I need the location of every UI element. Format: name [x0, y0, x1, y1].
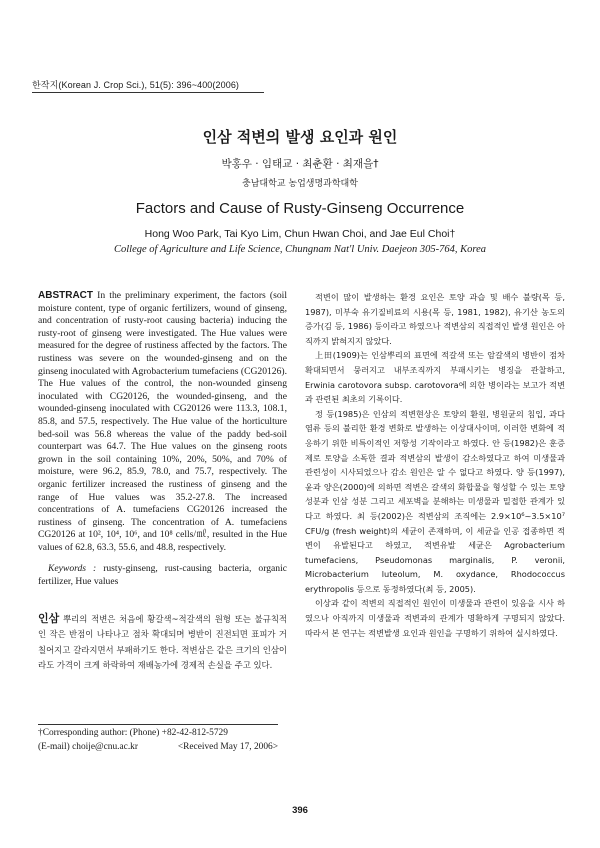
footnote-contact [38, 742, 278, 752]
title-english: Factors and Cause of Rusty-Ginseng Occurrence [135, 200, 465, 217]
left-column [38, 290, 287, 674]
header-rule [32, 92, 264, 93]
right-column [305, 290, 565, 640]
abstract [38, 290, 287, 554]
introduction-text: 뿌리의 적변은 처음에 황갈색~적갈색의 원형 또는 불규칙적인 작은 반점이 나타나고 점차 확대되며 병반이 진전되면 표피가 거칠어지고 갈라지면서 부패하기도 한다. 적변삼은 같은 크기의 인삼이라도 가격이 크게 하락하여 재배농가에 경제적 손실을 주고 있다. [38, 613, 287, 671]
footnote-author: †Corresponding author: (Phone) +82-42-812-5729 [38, 728, 228, 738]
footnote-email: (E-mail) choije@cnu.ac.kr [38, 742, 138, 752]
body-paragraph: 적변이 많이 발생하는 환경 요인은 토양 과습 및 배수 불량(목 등, 1987), 미부숙 유기질비료의 시용(목 등, 1981, 1982), 유기산 농도의 증가(김 등, 1986) 등이라고 하였으나 적변삼의 직접적인 발생 원인은 아직까지 밝혀지지 않았다. [305, 292, 565, 346]
keywords [38, 563, 287, 588]
affiliation-english: College of Agriculture and Life Science, Chungnam Nat'l Univ. Daejeon 305-764, Korea [113, 244, 487, 255]
keywords-label: Keywords : [48, 563, 97, 575]
introduction-paragraph [38, 611, 287, 674]
footnote-rule [38, 724, 278, 725]
page-number: 396 [292, 805, 308, 816]
authors-korean: 박홍우 · 임태교 · 최춘환 · 최재을† [221, 158, 379, 170]
body-paragraph: 上田(1909)는 인삼뿌리의 표면에 적갈색 또는 암갈색의 병반이 점차 확대되면서 뭉러지고 내부조직까지 부패시키는 병징을 관찰하고, Erwinia carotovora subsp. carotovora에 의한 병이라는 보고가 적변과 관련된 최초의 기록이다. [305, 350, 565, 405]
introduction-lead: 인삼 [38, 611, 60, 625]
keywords-text: rusty-ginseng, rust-causing bacteria, organic fertilizer, Hue values [38, 563, 287, 588]
affiliation-korean: 충남대학교 농업생명과학대학 [242, 179, 358, 189]
journal-header: 한작지(Korean J. Crop Sci.), 51(5): 396~400(2006) [32, 80, 240, 90]
abstract-text: In the preliminary experiment, the factors (soil moisture content, type of organic fertilizers, wound of ginseng, and concentration of rusty-root causing bacteria) inducing the rusty-root of ginseng were investigated. The Hue values were measured for the degree of rustiness affected by the factors. The rustiness was severe on the wounded-ginseng and on the ginseng inoculated with Agrobacterium tumefaciens (CG20126). The Hue values of the control, the non-wounded ginseng inoculated with CG20126, the wounded-ginseng, and the wounded-ginseng inoculated with CG20126 were 113.3, 108.1, 85.8, and 57.5, respectively. The Hue value of the horticulture bed-soil was 56.8 whereas the value of the paddy bed-soil counterpart was 64.7. The Hue values on the ginseng roots grown in the soil containing 10%, 20%, 50%, and 70% of moisture, were 96.2, 85.9, 78.0, and 75.7, respectively. The organic fertilizer increased the rustiness of ginseng and the range of Hue values was 35.2-27.8. The increased concentrations of A. tumefaciens CG20126 increased the rustiness of ginseng. The concentration of A. tumefaciens CG20126 at 10², 10⁴, 10⁶, and 10⁸ cells/㎖, resulted in the Hue values of 62.8, 63.3, 55.6, and 48.8, respectively. [38, 290, 287, 553]
title-korean: 인삼 적변의 발생 요인과 원인 [202, 128, 398, 146]
body-paragraph: 정 등(1985)은 인삼의 적변현상은 토양의 환원, 병원균의 침입, 과다염류 등의 불리한 환경 변화로 발생하는 이상대사이며, 이러한 변화에 적응하기 위한 비특이적인 저항성 기작이라고 하였다. 안 등(1982)은 훈증제로 토양을 소독한 결과 적변삼의 발생이 감소하였다고 하여 미생물과 관련성이 시사되었으나 감소 원인은 알 수 없다고 하였다. 양 등(1997), 윤과 양은(2000)에 의하면 적변은 갈색의 화합물을 형성할 수 있는 토양 성분과 인삼 성분 그리고 세포벽을 분해하는 미생물과 밀접한 관계가 있다고 하였다. 최 등(2002)은 적변삼의 조직에는 2.9×10⁶~3.5×10⁷ CFU/g (fresh weight)의 세균이 존재하며, 이 세균을 인공 접종하면 적변이 유발된다고 하였고, 적변유발 세균은 Agrobacterium tumefaciens, Pseudomonas marginalis, P. veronii, Microbacterium luteolum, M. oxydance, Rhodococcus erythropolis 등으로 동정하였다(최 등, 2005). [305, 408, 565, 594]
body-paragraph: 이상과 같이 적변의 직접적인 원인이 미생물과 관련이 있음을 시사 하였으나 아직까지 미생물과 적변과의 관계가 명확하게 구명되지 않았다. 따라서 본 연구는 적변발생 요인과 원인을 구명하기 위하여 실시하였다. [305, 598, 565, 638]
abstract-label: ABSTRACT [38, 290, 93, 301]
authors-english: Hong Woo Park, Tai Kyo Lim, Chun Hwan Choi, and Jae Eul Choi† [144, 228, 456, 240]
footnote-received: <Received May 17, 2006> [177, 742, 278, 752]
